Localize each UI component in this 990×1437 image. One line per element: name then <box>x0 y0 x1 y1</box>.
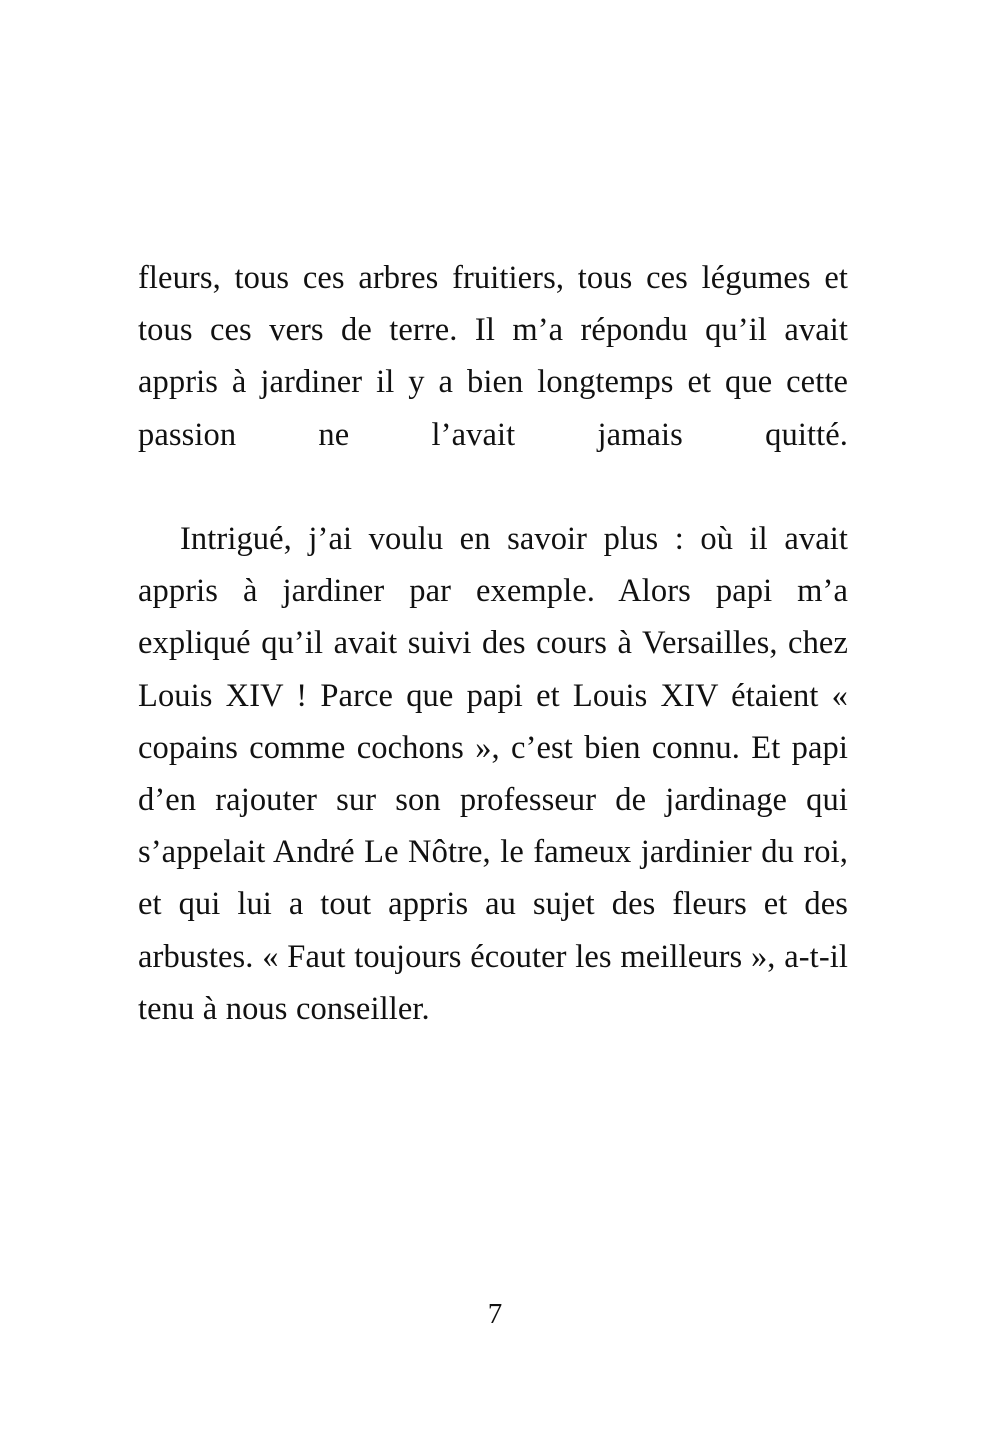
paragraph-1: fleurs, tous ces arbres fruitiers, tous ces légumes et tous ces vers de terre. Il m’a répondu qu’il avait appris à jardiner il y a bien longtemps et que cette passion ne l’avait jamais quitté. <box>138 260 848 453</box>
page-number: 7 <box>487 1298 503 1330</box>
page-text-block <box>138 252 848 1035</box>
paragraph-2: Intrigué, j’ai voulu en savoir plus : où il avait appris à jardiner par exemple. Alors papi m’a expliqué qu’il avait suivi des cours à Versailles, chez Louis XIV ! Parce que papi et Louis XIV étaient « copains comme cochons », c’est bien connu. Et papi d’en rajouter sur son professeur de jardinage qui s’appelait André Le Nôtre, le fameux jardinier du roi, et qui lui a tout appris au sujet des fleurs et des arbustes. « Faut toujours écouter les meilleurs », a-t-il tenu à nous conseiller. <box>138 521 848 1027</box>
